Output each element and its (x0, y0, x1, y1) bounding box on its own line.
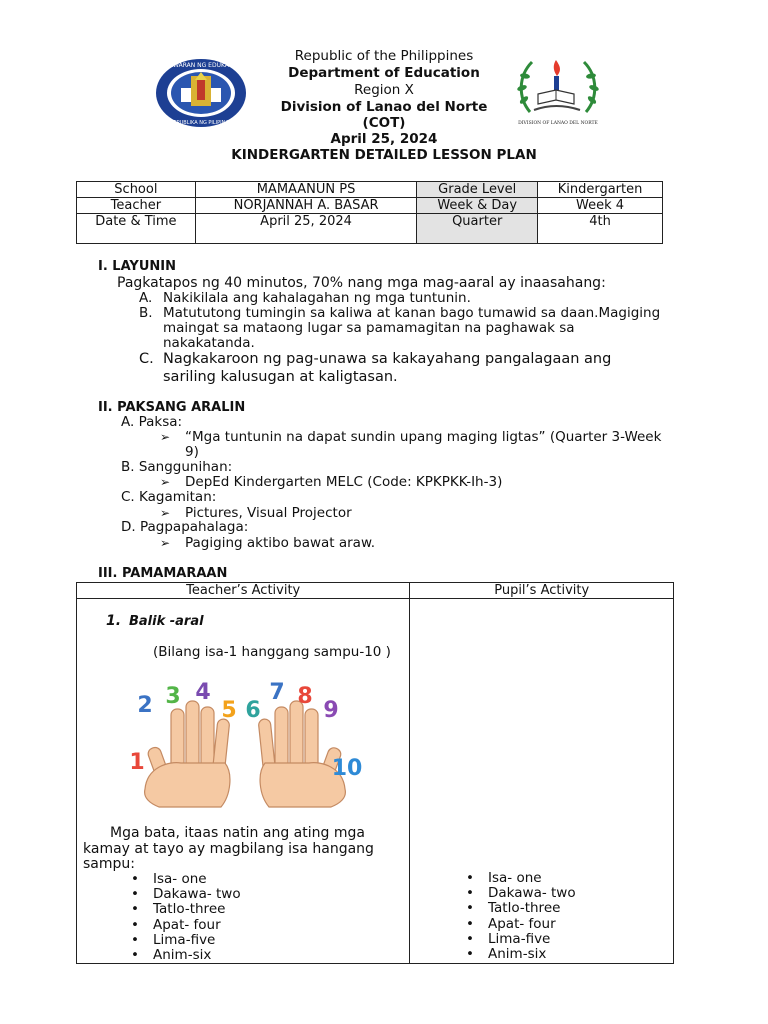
paksang-b-item: DepEd Kindergarten MELC (Code: KPKPKK-Ih-3) (185, 474, 503, 490)
paksang-b-label: B. Sanggunihan: (121, 459, 233, 475)
teacher-list-item (131, 933, 215, 948)
info-value-date: April 25, 2024 (195, 214, 417, 244)
layunin-c-line1: Nagkakaroon ng pag-unawa sa kakayahang pangalagaan ang (163, 351, 612, 367)
info-row-school (77, 182, 663, 198)
layunin-a-text: Nakikilala ang kahalagahan ng mga tuntunin. (163, 290, 471, 306)
pupil-list-item (466, 901, 560, 916)
paksang-d-label: D. Pagpapahalaga: (121, 519, 249, 535)
info-value-week: Week 4 (538, 198, 663, 214)
bullet-icon: • (466, 900, 474, 917)
balik-number: 1. (106, 613, 122, 629)
pupil-list-item (466, 932, 550, 947)
pupil-list-item (466, 947, 546, 962)
paksang-d-item: Pagiging aktibo bawat araw. (185, 535, 376, 551)
header-date: April 25, 2024 (330, 131, 438, 147)
pupil-list-label: Isa- one (488, 870, 542, 886)
counting-number-3: 3 (165, 684, 181, 709)
section-paksang-title: II. PAKSANG ARALIN (98, 400, 246, 415)
bullet-icon: • (466, 870, 474, 886)
info-value-quarter: 4th (538, 214, 663, 244)
layunin-c-label: C. (139, 351, 154, 367)
counting-number-4: 4 (195, 680, 211, 705)
counting-number-10: 10 (331, 756, 363, 781)
header-doc-title: KINDERGARTEN DETAILED LESSON PLAN (231, 147, 537, 163)
bilang-instruction: (Bilang isa-1 hanggang sampu-10 ) (153, 644, 391, 660)
paksang-a-label: A. Paksa: (121, 414, 183, 430)
pupil-list-item (466, 917, 556, 932)
info-table (76, 181, 663, 244)
layunin-intro: Pagkatapos ng 40 minutos, 70% nang mga mag-aaral ay inaasahang: (117, 275, 606, 291)
seal-top-text: KAGAWARAN NG EDUKASYON (156, 62, 246, 69)
paksang-a-item-line2: 9) (185, 444, 199, 460)
arrow-bullet-icon: ➢ (160, 475, 171, 489)
layunin-b-label: B. (139, 305, 153, 321)
header-republic: Republic of the Philippines (294, 48, 474, 64)
counting-number-8: 8 (297, 684, 313, 709)
header-division: Division of Lanao del Norte (280, 99, 488, 115)
arrow-bullet-icon: ➢ (160, 430, 171, 444)
balik-aral-heading: Balik -aral (129, 614, 204, 629)
pupil-list-label: Dakawa- two (488, 885, 576, 902)
bullet-icon: • (466, 946, 474, 962)
info-label-week: Week & Day (417, 198, 538, 214)
info-label-grade: Grade Level (417, 182, 538, 198)
counting-number-7: 7 (269, 680, 285, 705)
info-value-school: MAMAANUN PS (195, 182, 417, 198)
layunin-b-line2: maingat sa mataong lugar sa pamamagitan na paghawak sa (163, 320, 575, 336)
teacher-activity-header: Teacher’s Activity (77, 583, 410, 599)
bullet-icon: • (466, 930, 474, 947)
pupil-list-label: Tatlo-three (488, 900, 561, 917)
teacher-list-label: Anim-six (153, 947, 212, 963)
counting-number-9: 9 (323, 698, 339, 723)
bullet-icon: • (131, 901, 139, 918)
pupil-list-item (466, 871, 542, 886)
counting-number-6: 6 (245, 698, 261, 723)
bullet-icon: • (131, 916, 139, 933)
teacher-instruction-line2: kamay at tayo ay magbilang isa hangang (83, 841, 374, 857)
pupil-list-item (466, 886, 576, 901)
header-cot: (COT) (362, 115, 406, 131)
info-label-school: School (77, 182, 196, 198)
pupil-activity-header: Pupil’s Activity (410, 583, 674, 599)
bullet-icon: • (466, 885, 474, 902)
paksang-c-item: Pictures, Visual Projector (185, 505, 352, 521)
teacher-list-label: Isa- one (153, 871, 207, 887)
layunin-b-line1: Matututong tumingin sa kaliwa at kanan bago tumawid sa daan.Magiging (163, 305, 661, 321)
layunin-c-line2: sariling kalusugan at kaligtasan. (163, 369, 398, 385)
teacher-list-item (131, 902, 225, 917)
info-value-teacher: NORJANNAH A. BASAR (195, 198, 417, 214)
pupil-list-label: Apat- four (488, 915, 556, 932)
header-department: Department of Education (288, 65, 480, 81)
arrow-bullet-icon: ➢ (160, 506, 171, 520)
counting-number-5: 5 (221, 698, 237, 723)
pupil-list-label: Lima-five (488, 930, 551, 947)
layunin-a-label: A. (139, 290, 153, 306)
paksang-a-item-line1: “Mga tuntunin na dapat sundin upang maging ligtas” (Quarter 3-Week (185, 429, 662, 445)
activity-header-row (77, 583, 674, 599)
counting-number-1: 1 (129, 750, 145, 775)
bullet-icon: • (131, 871, 139, 887)
teacher-list-item (131, 948, 211, 963)
teacher-list-item (131, 887, 241, 902)
counting-number-2: 2 (137, 693, 153, 718)
teacher-list-label: Apat- four (153, 916, 221, 933)
pupil-list-label: Anim-six (488, 946, 547, 962)
bullet-icon: • (131, 931, 139, 948)
arrow-bullet-icon: ➢ (160, 536, 171, 550)
teacher-list-item (131, 918, 221, 933)
teacher-list-label: Lima-five (153, 931, 216, 948)
teacher-list-label: Tatlo-three (153, 901, 226, 918)
bullet-icon: • (466, 915, 474, 932)
counting-hands-illustration (125, 677, 365, 822)
info-value-grade: Kindergarten (538, 182, 663, 198)
info-label-date: Date & Time (77, 214, 196, 244)
teacher-list-item (131, 872, 207, 887)
teacher-list-label: Dakawa- two (153, 886, 241, 903)
layunin-b-line3: nakakatanda. (163, 335, 255, 351)
header-region: Region X (354, 82, 414, 98)
section-pamamaraan-title: III. PAMAMARAAN (98, 566, 228, 581)
info-row-date (77, 214, 663, 244)
division-logo-caption: DIVISION OF LANAO DEL NORTE (518, 121, 598, 126)
section-layunin-title: I. LAYUNIN (98, 259, 176, 274)
info-label-quarter: Quarter (417, 214, 538, 244)
seal-bottom-text: REPUBLIKA NG PILIPINAS (170, 120, 232, 126)
paksang-c-label: C. Kagamitan: (121, 489, 217, 505)
info-label-teacher: Teacher (77, 198, 196, 214)
bullet-icon: • (131, 886, 139, 903)
info-row-teacher (77, 198, 663, 214)
teacher-instruction-line1: Mga bata, itaas natin ang ating mga (110, 825, 365, 841)
teacher-instruction-line3: sampu: (83, 856, 135, 872)
bullet-icon: • (131, 947, 139, 963)
